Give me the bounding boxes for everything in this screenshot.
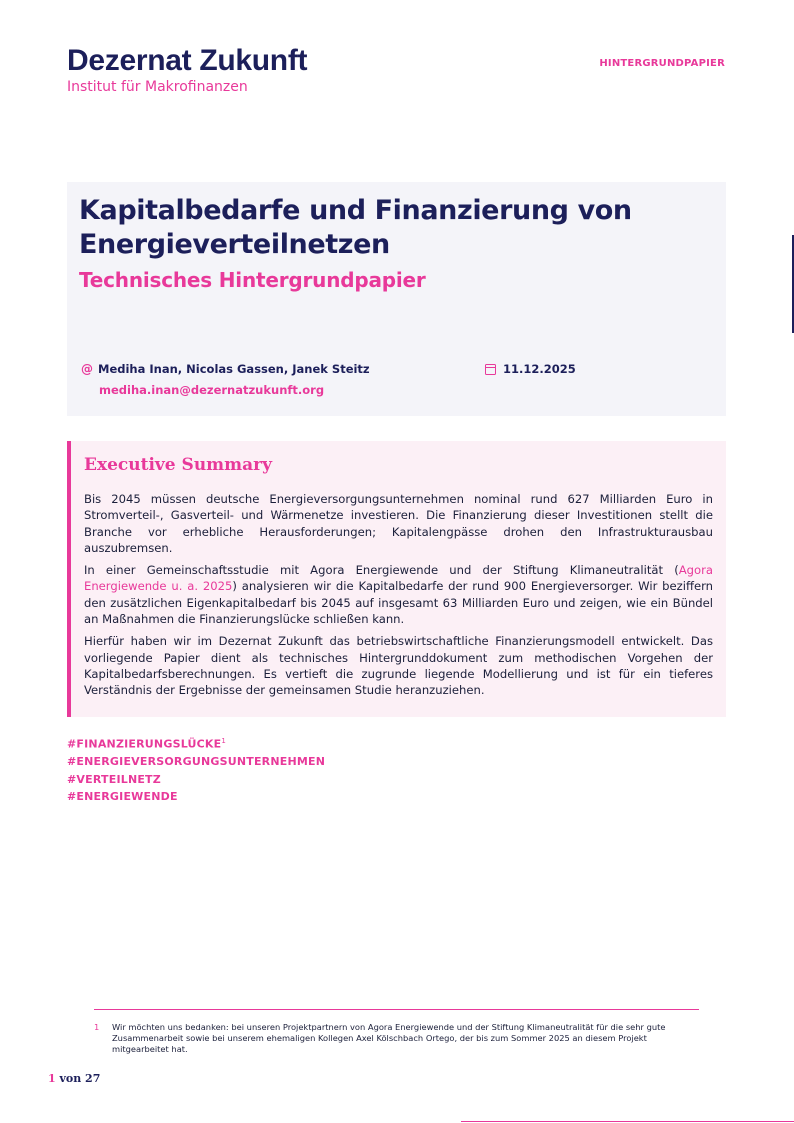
executive-summary — [67, 441, 726, 717]
citation-link[interactable]: Agora Energiewende u. a. 2025 — [84, 563, 713, 594]
tag-label: #FINANZIERUNGSLÜCKE — [67, 737, 222, 751]
total-pages: 27 — [85, 1072, 101, 1085]
at-icon: @ — [81, 362, 93, 376]
tag-list — [67, 733, 325, 806]
bottom-rule — [461, 1121, 794, 1122]
footnote-text: Wir möchten uns bedanken: bei unseren Projektpartnern von Agora Energiewende und der Stiftung Klimaneutralität für die sehr gute Zusammenarbeit sowie bei unserem ehemaligen Kollegen Axel Kölschbach Ortego, der bis zum Sommer 2025 an diesem Projekt mitgearbeitet hat. — [112, 1022, 666, 1054]
footnote-number: 1 — [94, 1022, 100, 1032]
summary-paragraph-2-start: In einer Gemeinschaftsstudie mit Agora Energiewende und der Stiftung Klimaneutralität ( — [84, 563, 679, 578]
date-row — [485, 362, 576, 376]
authors-row — [81, 362, 370, 376]
authors: Mediha Inan, Nicolas Gassen, Janek Steitz — [98, 362, 370, 376]
summary-body — [84, 491, 713, 705]
summary-paragraph-1: Bis 2045 müssen deutsche Energieversorgungsunternehmen nominal rund 627 Milliarden Euro in Stromverteil-, Gasverteil- und Wärmenetze investieren. Die Finanzierung dieser Investitionen stellt die Branche vor erhebliche Herausforderungen; Kapitalengpässe drohen den Infrastrukturausbau auszubremsen. — [84, 492, 713, 555]
brand-subtitle: Institut für Makrofinanzen — [67, 79, 248, 95]
brand-logo — [67, 44, 307, 96]
calendar-icon — [485, 364, 496, 375]
tag-item: #ENERGIEVERSORGUNGSUNTERNEHMEN — [67, 755, 326, 769]
footnote-divider — [94, 1009, 699, 1010]
summary-paragraph-2-end: ) analysieren wir die Kapitalbedarfe der rund 900 Energieversorger. Wir beziffern den zusätzlichen Eigenkapitalbedarf bis 2045 auf insgesamt 63 Milliarden Euro und zeigen, wie ein Bündel an Maßnahmen die Finanzierungslücke schließen kann. — [84, 579, 713, 627]
publication-date: 11.12.2025 — [503, 362, 576, 376]
summary-paragraph-3: Hierfür haben wir im Dezernat Zukunft das betriebswirtschaftliche Finanzierungsmodell entwickelt. Das vorliegende Papier dient als technisches Hintergrunddokument zum methodischen Vorgehen der Kapitalbedarfsberechnungen. Es vertieft die zugrunde liegende Modellierung und ist für ein tieferes Verständnis der Ergebnisse der gemeinsamen Studie heranzuziehen. — [84, 634, 713, 698]
document-title: Kapitalbedarfe und Finanzierung von Energieverteilnetzen — [79, 195, 632, 260]
brand-name: Dezernat Zukunft — [67, 44, 308, 77]
page-separator: von — [55, 1072, 86, 1085]
tag-item: #ENERGIEWENDE — [67, 790, 178, 804]
footnote-ref[interactable]: 1 — [221, 737, 227, 745]
tag-item: #VERTEILNETZ — [67, 772, 161, 786]
author-email-link[interactable]: mediha.inan@dezernatzukunft.org — [99, 383, 325, 397]
page-number — [48, 1072, 100, 1085]
title-block — [67, 182, 726, 416]
summary-heading: Executive Summary — [84, 455, 273, 475]
document-type-label: HINTERGRUNDPAPIER — [599, 58, 725, 69]
current-page: 1 — [48, 1072, 56, 1085]
summary-paragraph-2 — [84, 562, 713, 627]
tag-item — [67, 733, 325, 753]
footnote — [94, 1022, 699, 1055]
document-subtitle: Technisches Hintergrundpapier — [79, 268, 426, 292]
